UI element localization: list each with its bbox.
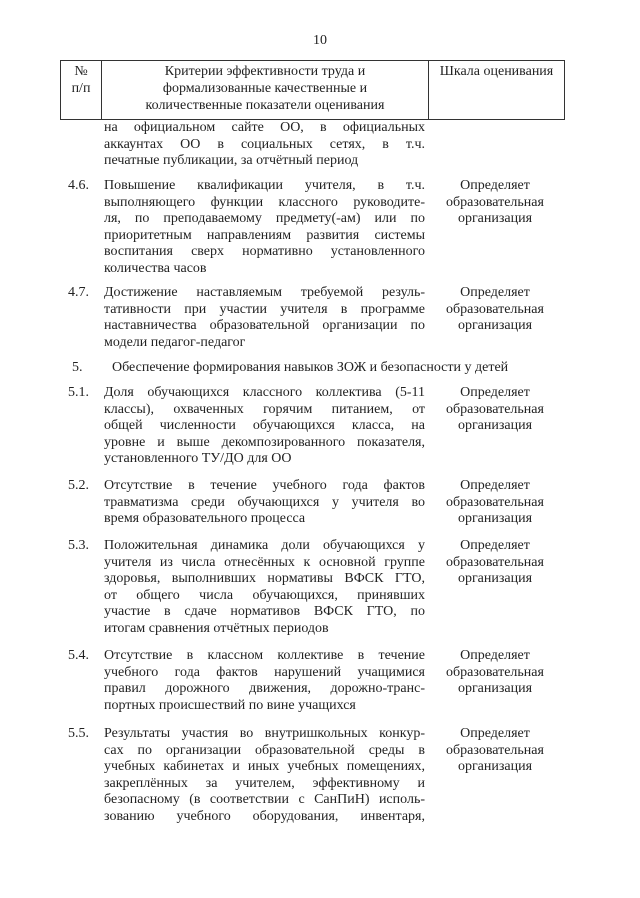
table-row (60, 478, 565, 528)
row-text: Отсутствие в классном коллективе в течение учебного года фактов нарушений учащимися правил дорожного движения, дорожно-транс- портных происшествий по вине учащихся (104, 648, 425, 713)
row-number: 5.4. (68, 648, 89, 663)
header-scale: Шкала оценивания (439, 64, 554, 79)
table-row (60, 538, 565, 637)
row-scale: Определяет образовательная организация (446, 538, 544, 586)
row-number: 4.7. (68, 285, 89, 300)
row-scale: Определяет образовательная организация (446, 385, 544, 433)
header-num: № п/п (61, 61, 102, 119)
continuation-text: на официальном сайте ОО, в официальных аккаунтах ОО в социальных сетях, в т.ч. печатные публикации, за отчётный период (104, 120, 425, 168)
row-scale: Определяет образовательная организация (446, 648, 544, 696)
row-text: Достижение наставляемым требуемой резуль- тативности при участии учителя в программе наставничества образовательной организации по модели педагог-педагог (104, 285, 425, 350)
row-number: 5.3. (68, 538, 89, 553)
continuation-row (60, 120, 565, 170)
row-text: Положительная динамика доли обучающихся у учителя из числа отнесённых к основной группе здоровья, выполнивших нормативы ВФСК ГТО, от общего числа обучающихся, принявших участие в сдаче нормативов ВФСК ГТО, по итогам сравнения отчётных периодов (104, 538, 425, 636)
header-criteria: Критерии эффективности труда и формализованные качественные и количественные показатели оценивания (102, 61, 429, 119)
table-row (60, 385, 565, 468)
section-title: Обеспечение формирования навыков ЗОЖ и безопасности у детей (112, 360, 509, 375)
section-heading (60, 360, 565, 376)
section-number: 5. (72, 360, 83, 375)
row-scale: Определяет образовательная организация (446, 726, 544, 774)
row-number: 5.2. (68, 478, 89, 493)
row-scale: Определяет образовательная организация (446, 285, 544, 333)
row-scale: Определяет образовательная организация (446, 178, 544, 226)
table-header (60, 60, 565, 120)
table-row (60, 648, 565, 714)
table-row (60, 726, 565, 825)
row-text: Результаты участия во внутришкольных конкур- сах по организации образовательной среды в учебных кабинетах и иных учебных помещениях, закреплённых за учителем, эффективному и безопасному (в соответствии с СанПиН) исполь- зованию учебного оборудования, инвентаря, (104, 726, 425, 824)
row-text: Доля обучающихся классного коллектива (5-11 классы), охваченных горячим питанием, от общей численности обучающихся класса, на уровне и выше декомпозированного показателя, установленного ТУ/ДО для ОО (104, 385, 425, 466)
row-number: 5.1. (68, 385, 89, 400)
table-row (60, 285, 565, 351)
row-number: 4.6. (68, 178, 89, 193)
row-text: Отсутствие в течение учебного года фактов травматизма среди обучающихся у учителя во время образовательного процесса (104, 478, 425, 526)
row-text: Повышение квалификации учителя, в т.ч. выполняющего функции классного руководите- ля, по преподаваемому предмету(-ам) или по приоритетным направлениям развития системы воспитания сверх нормативно установленного количества часов (104, 178, 425, 276)
table-row (60, 178, 565, 277)
row-scale: Определяет образовательная организация (446, 478, 544, 526)
page-number: 10 (313, 33, 327, 48)
row-number: 5.5. (68, 726, 89, 741)
